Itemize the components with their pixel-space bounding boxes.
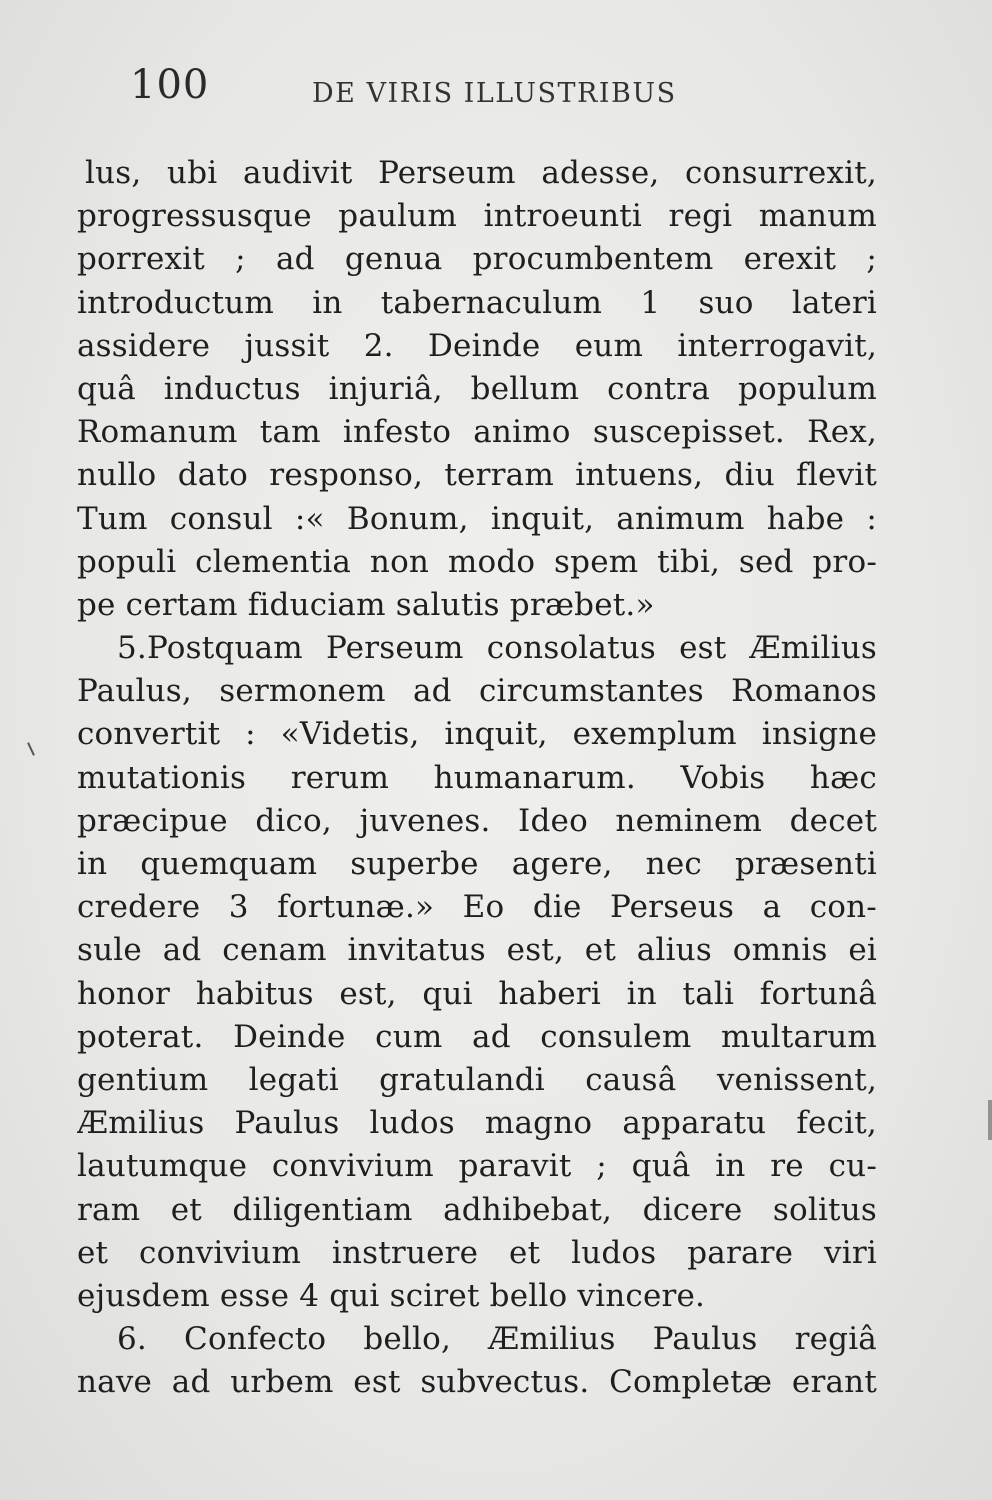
text-line: ejusdem esse 4 qui sciret bello vincere.	[77, 1277, 706, 1314]
text-line: Paulus, sermonem ad circumstantes Romanos	[77, 673, 877, 710]
text-line: lautumque convivium paravit ; quâ in re cu-	[77, 1148, 877, 1185]
text-line: Tum consul :« Bonum, inquit, animum habe :	[77, 500, 877, 537]
text-line: progressusque paulum introeunti regi manum	[77, 198, 877, 235]
text-line: quâ inductus injuriâ, bellum contra populum	[77, 370, 877, 407]
text-line: in quemquam superbe agere, nec præsenti	[77, 846, 877, 882]
text-line: et convivium instruere et ludos parare viri	[77, 1234, 877, 1271]
text-line: ram et diligentiam adhibebat, dicere solitus	[77, 1191, 877, 1228]
text-line: 6. Confecto bello, Æmilius Paulus regiâ	[117, 1321, 877, 1358]
page-edge-mark	[988, 1100, 992, 1140]
text-line: 5.Postquam Perseum consolatus est Æmilius	[117, 630, 877, 667]
text-line: gentium legati gratulandi causâ venissent,	[77, 1061, 877, 1098]
text-line: præcipue dico, juvenes. Ideo neminem decet	[77, 802, 877, 839]
text-line: Æmilius Paulus ludos magno apparatu fecit,	[77, 1105, 877, 1142]
page-number: 100	[130, 62, 210, 108]
text-line: credere 3 fortunæ.» Eo die Perseus a con-	[77, 889, 877, 926]
text-line: lus, ubi audivit Perseum adesse, consurrexit,	[85, 155, 877, 191]
text-line: Romanum tam infesto animo suscepisset. Rex,	[77, 414, 877, 451]
body-text	[77, 152, 877, 1404]
text-line: introductum in tabernaculum 1 suo lateri	[77, 284, 877, 321]
text-line: honor habitus est, qui haberi in tali fortunâ	[77, 975, 877, 1012]
text-line: porrexit ; ad genua procumbentem erexit ;	[77, 241, 877, 278]
text-line: convertit : «Videtis, inquit, exemplum insigne	[77, 716, 877, 753]
text-line: sule ad cenam invitatus est, et alius omnis ei	[77, 932, 877, 969]
text-line: nullo dato responso, terram intuens, diu flevit	[77, 457, 877, 494]
running-title: DE VIRIS ILLUSTRIBUS	[312, 78, 677, 109]
text-line: poterat. Deinde cum ad consulem multarum	[77, 1018, 877, 1055]
text-line: assidere jussit 2. Deinde eum interrogavit,	[77, 327, 877, 364]
margin-mark	[27, 742, 35, 756]
text-line: mutationis rerum humanarum. Vobis hæc	[77, 759, 877, 796]
page-header	[130, 62, 730, 112]
text-line: pe certam fiduciam salutis præbet.»	[77, 586, 655, 623]
text-line: populi clementia non modo spem tibi, sed pro-	[77, 543, 877, 580]
text-line: nave ad urbem est subvectus. Completæ erant	[77, 1364, 877, 1401]
